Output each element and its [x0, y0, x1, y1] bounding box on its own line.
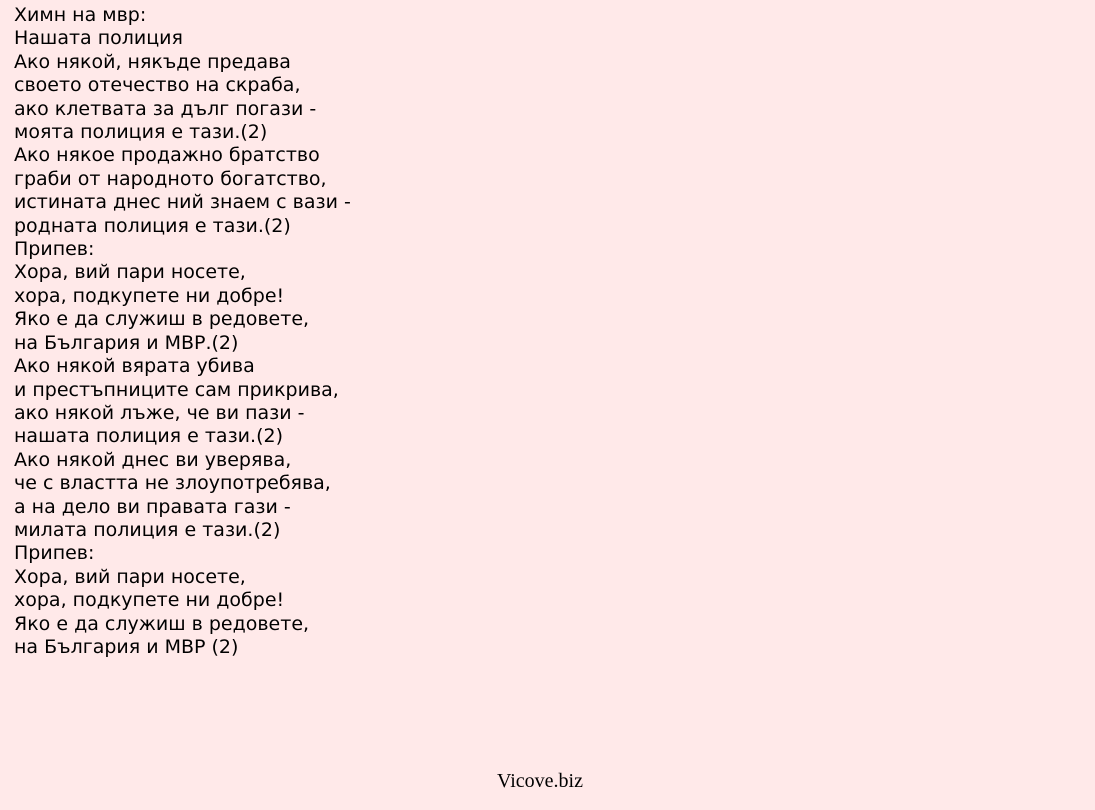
- poem-line: а на дело ви правата гази -: [14, 495, 291, 518]
- poem-line: ако някой лъже, че ви пази -: [14, 401, 305, 424]
- poem-line: родната полиция е тази.(2): [14, 214, 291, 237]
- poem-line: че с властта не злоупотребява,: [14, 472, 331, 495]
- poem-line: на България и МВР (2): [14, 635, 239, 658]
- site-watermark: Vicove.biz: [497, 770, 583, 792]
- poem-line: хора, подкупете ни добре!: [14, 284, 285, 307]
- poem-line: Припев:: [14, 542, 95, 565]
- poem-line: истината днес ний знаем с вази -: [14, 191, 351, 214]
- poem-line: моята полиция е тази.(2): [14, 121, 268, 144]
- poem-line: Ако някое продажно братство: [14, 144, 320, 167]
- poem-line: Ако някой вярата убива: [14, 355, 255, 378]
- poem-line: Ако някой, някъде предава: [14, 50, 291, 73]
- poem-line: Припев:: [14, 238, 95, 261]
- poem-line: хора, подкупете ни добре!: [14, 589, 285, 612]
- poem-line: Яко е да служиш в редовете,: [14, 308, 310, 331]
- poem-line: ако клетвата за дълг погази -: [14, 97, 317, 120]
- poem-line: Яко е да служиш в редовете,: [14, 612, 310, 635]
- poem-line: граби от народното богатство,: [14, 167, 327, 190]
- poem-line: своето отечество на скраба,: [14, 74, 301, 97]
- poem-line: Хора, вий пари носете,: [14, 565, 246, 588]
- poem-line: на България и МВР.(2): [14, 331, 239, 354]
- poem-line: Ако някой днес ви уверява,: [14, 448, 292, 471]
- poem-line: нашата полиция е тази.(2): [14, 425, 283, 448]
- poem-line: Нашата полиция: [14, 27, 183, 50]
- poem-line: Хора, вий пари носете,: [14, 261, 246, 284]
- poem-line: милата полиция е тази.(2): [14, 518, 281, 541]
- poem-text: [14, 4, 351, 659]
- poem-line: и престъпниците сам прикрива,: [14, 378, 339, 401]
- poem-line: Химн на мвр:: [14, 4, 147, 26]
